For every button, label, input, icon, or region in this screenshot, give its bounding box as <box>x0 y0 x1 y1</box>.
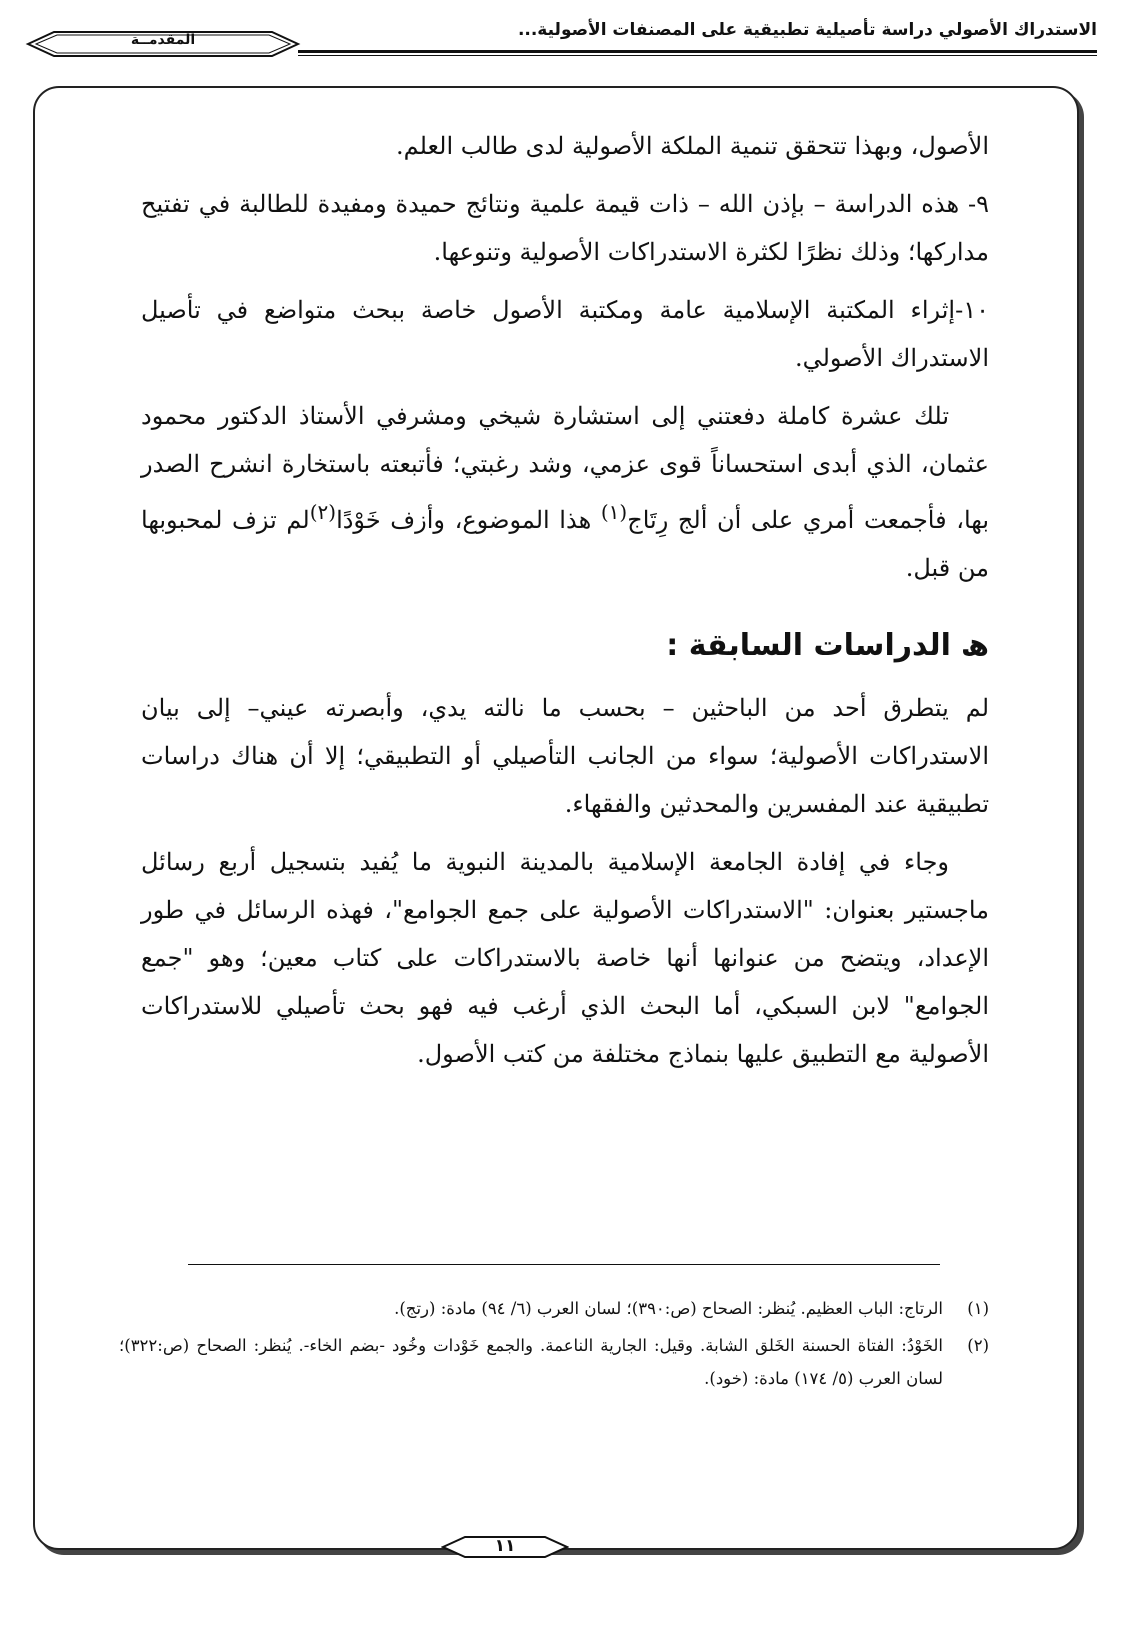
page-header <box>0 0 1121 64</box>
header-rule-thin <box>298 55 1097 56</box>
header-rule <box>298 50 1097 53</box>
page-number <box>441 1534 569 1560</box>
page-number-label: ١١ <box>494 1536 516 1556</box>
footnote <box>119 1329 989 1395</box>
heading-text: الدراسات السابقة : <box>666 628 951 663</box>
section-tab-label: المقدمــة <box>130 32 196 48</box>
paragraph: الأصول، وبهذا تتحقق تنمية الملكة الأصولية لدى طالب العلم. <box>396 132 989 160</box>
footnote-text: الرتاج: الباب العظيم. يُنظر: الصحاح (ص:٣٩٠)؛ لسان العرب (٦/ ٩٤) مادة: (رتج). <box>394 1299 943 1318</box>
paragraph: وجاء في إفادة الجامعة الإسلامية بالمدينة النبوية ما يُفيد بتسجيل أربع رسائل ماجستير بعنوان: "الاستدراكات الأصولية على جمع الجوامع"، فهذه الرسائل في طور الإعداد، ويتضح من عنوانها أنها خاصة بالاستدراكات على كتاب معين؛ وهو "جمع الجوامع" لابن السبكي، أما البحث الذي أرغب فيه فهو بحث تأصيلي للاستدراكات الأصولية مع التطبيق عليها بنماذج مختلفة من كتب الأصول. <box>141 848 989 1068</box>
footnote-text: الخَوْدُ: الفتاة الحسنة الخَلق الشابة. وقيل: الجارية الناعمة. والجمع خَوْدات وخُود -بضم الخاء-. يُنظر: الصحاح (ص:٣٢٢)؛ لسان العرب (٥/ ١٧٤) مادة: (خود). <box>119 1336 943 1388</box>
section-tab <box>24 26 302 62</box>
footnote-number: (٢) <box>967 1336 989 1355</box>
numbered-item-9: ٩- هذه الدراسة – بإذن الله – ذات قيمة علمية ونتائج حميدة ومفيدة للطالبة في تفتيح مداركها؛ وذلك نظرًا لكثرة الاستدراكات الأصولية وتنوعها. <box>141 190 989 266</box>
paragraph-motivation <box>141 392 989 592</box>
footnote-ref-2[interactable]: (٢) <box>309 500 337 524</box>
footnote-separator <box>188 1264 940 1265</box>
paragraph-text: هذا الموضوع، وأزف خَوْدًا <box>336 506 601 534</box>
footnote-ref-1[interactable]: (١) <box>600 500 628 524</box>
paragraph-text: لم تزف لمحبوبها من قبل. <box>141 506 989 582</box>
footnotes <box>119 1292 989 1399</box>
paragraph: لم يتطرق أحد من الباحثين – بحسب ما نالته يدي، وأبصرته عيني– إلى بيان الاستدراكات الأصولية؛ سواء من الجانب التأصيلي أو التطبيقي؛ إلا أن هناك دراسات تطبيقية عند المفسرين والمحدثين والفقهاء. <box>141 694 989 818</box>
footnote-number: (١) <box>967 1299 989 1318</box>
ornament-icon: ﮪ <box>960 628 989 663</box>
numbered-item-10: ١٠-إثراء المكتبة الإسلامية عامة ومكتبة الأصول خاصة ببحث متواضع في تأصيل الاستدراك الأصولي. <box>141 296 989 372</box>
body-text <box>141 122 989 1088</box>
paragraph-text: تلك عشرة كاملة دفعتني إلى استشارة شيخي ومشرفي الأستاذ الدكتور محمود عثمان، الذي أبدى استحساناً قوى عزمي، وشد رغبتي؛ فأتبعته باستخارة انشرح الصدر بها، فأجمعت أمري على أن ألج رِتَاج <box>141 402 990 534</box>
section-heading <box>141 622 989 670</box>
footnote <box>119 1292 989 1325</box>
running-title: الاستدراك الأصولي دراسة تأصيلية تطبيقية على المصنفات الأصولية... <box>517 20 1097 40</box>
